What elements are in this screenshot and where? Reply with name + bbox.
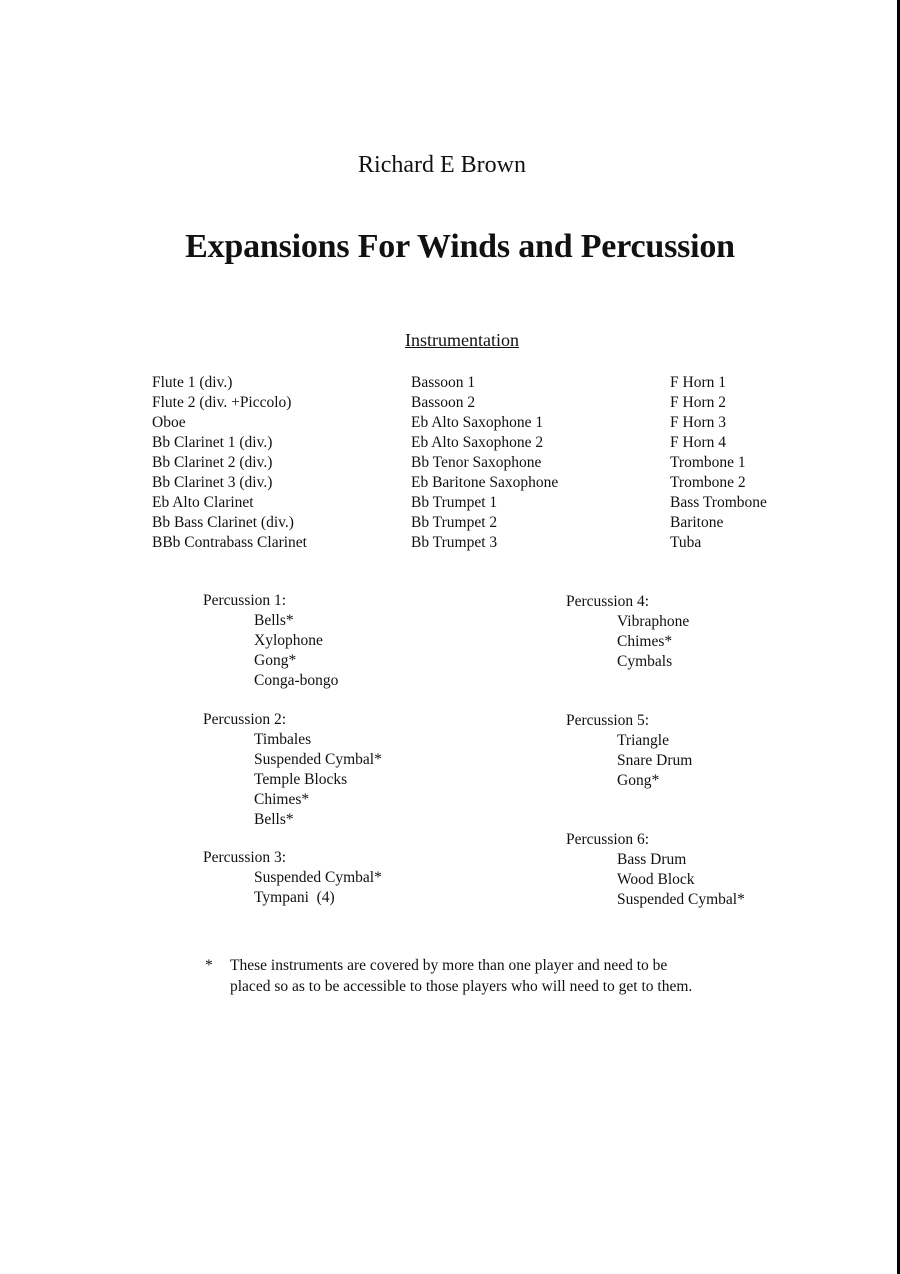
- percussion-item: Snare Drum: [617, 752, 693, 769]
- instrument-item: Bb Trumpet 3: [411, 534, 498, 551]
- winds-column-2: [411, 373, 558, 553]
- instrument-item: Trombone 1: [670, 454, 746, 471]
- percussion-label: Percussion 5:: [566, 712, 650, 729]
- brass-column-3: [670, 373, 767, 553]
- percussion-item: Bass Drum: [617, 851, 687, 868]
- instrument-item: Tuba: [670, 534, 702, 551]
- instrument-item: Eb Baritone Saxophone: [411, 474, 559, 491]
- percussion-item: Tympani (4): [254, 889, 335, 906]
- footnote: [205, 955, 805, 997]
- percussion-item: Suspended Cymbal*: [254, 751, 382, 768]
- percussion-item: Timbales: [254, 731, 312, 748]
- percussion-item: Conga-bongo: [254, 672, 339, 689]
- instrument-item: Eb Alto Clarinet: [152, 494, 254, 511]
- percussion-label: Percussion 1:: [203, 592, 287, 609]
- instrument-item: Bb Tenor Saxophone: [411, 454, 542, 471]
- percussion-item: Cymbals: [617, 653, 673, 670]
- percussion-3-group: [203, 848, 382, 908]
- percussion-item: Suspended Cymbal*: [254, 869, 382, 886]
- percussion-item: Gong*: [617, 772, 660, 789]
- percussion-item: Suspended Cymbal*: [617, 891, 745, 908]
- instrumentation-heading: Instrumentation: [405, 330, 519, 350]
- percussion-label: Percussion 4:: [566, 593, 650, 610]
- instrument-item: F Horn 2: [670, 394, 726, 411]
- instrument-item: Eb Alto Saxophone 1: [411, 414, 544, 431]
- percussion-item: Bells*: [254, 612, 294, 629]
- percussion-1-group: [203, 591, 338, 691]
- instrument-item: Eb Alto Saxophone 2: [411, 434, 544, 451]
- instrument-item: Bassoon 2: [411, 394, 476, 411]
- instrument-item: Flute 1 (div.): [152, 374, 233, 391]
- footnote-marker: *: [205, 957, 213, 974]
- instrument-item: F Horn 1: [670, 374, 726, 391]
- percussion-item: Vibraphone: [617, 613, 690, 630]
- percussion-4-group: [566, 592, 689, 672]
- percussion-2-group: [203, 710, 382, 830]
- percussion-item: Gong*: [254, 652, 297, 669]
- percussion-label: Percussion 6:: [566, 831, 650, 848]
- percussion-item: Chimes*: [254, 791, 310, 808]
- percussion-5-group: [566, 711, 692, 791]
- instrument-item: Trombone 2: [670, 474, 746, 491]
- percussion-item: Bells*: [254, 811, 294, 828]
- percussion-label: Percussion 3:: [203, 849, 287, 866]
- percussion-item: Chimes*: [617, 633, 673, 650]
- instrument-item: Bb Clarinet 2 (div.): [152, 454, 273, 471]
- percussion-item: Triangle: [617, 732, 669, 749]
- instrument-item: Oboe: [152, 414, 186, 431]
- footnote-line: placed so as to be accessible to those players who will need to get to them.: [230, 978, 693, 995]
- winds-column-1: [152, 373, 307, 553]
- instrument-item: Baritone: [670, 514, 724, 531]
- instrument-item: Bb Clarinet 3 (div.): [152, 474, 273, 491]
- percussion-6-group: [566, 830, 745, 910]
- piece-title: Expansions For Winds and Percussion: [185, 228, 735, 265]
- instrument-item: Bb Trumpet 2: [411, 514, 498, 531]
- instrument-item: F Horn 3: [670, 414, 726, 431]
- instrument-item: BBb Contrabass Clarinet: [152, 534, 307, 551]
- percussion-item: Wood Block: [617, 871, 695, 888]
- instrument-item: F Horn 4: [670, 434, 726, 451]
- percussion-item: Xylophone: [254, 632, 323, 649]
- instrument-item: Bassoon 1: [411, 374, 476, 391]
- percussion-item: Temple Blocks: [254, 771, 348, 788]
- instrument-item: Bb Trumpet 1: [411, 494, 498, 511]
- instrument-item: Bb Bass Clarinet (div.): [152, 514, 294, 531]
- footnote-line: These instruments are covered by more than one player and need to be: [230, 957, 668, 974]
- percussion-label: Percussion 2:: [203, 711, 287, 728]
- instrument-item: Bass Trombone: [670, 494, 767, 511]
- instrument-item: Flute 2 (div. +Piccolo): [152, 394, 292, 411]
- composer-name: Richard E Brown: [358, 152, 526, 178]
- instrument-item: Bb Clarinet 1 (div.): [152, 434, 273, 451]
